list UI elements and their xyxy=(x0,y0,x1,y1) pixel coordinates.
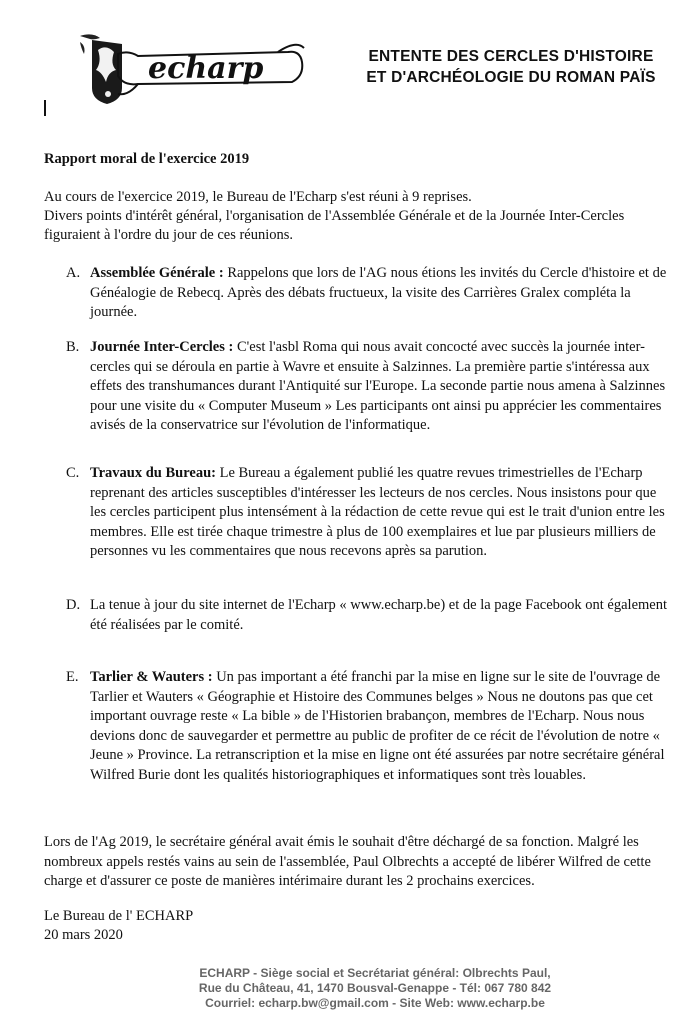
list-item-text: C'est l'asbl Roma qui nous avait concocté avec succès la journée inter-cercles qui se déroula en partie à Wavre et ensuite à Salzinnes. La première partie s'intéressa aux effets des transhumances durant l'Antiquité sur l'Europe. La seconde partie nous amena à Salzinnes pour une visite du « Computer Museum » Les participants ont ainsi pu apprécier les commentaires avisés de la conservatrice sur l'évolution de l'informatique. xyxy=(90,339,666,433)
signature-line: Le Bureau de l' ECHARP xyxy=(44,908,194,924)
intro-paragraph xyxy=(44,188,664,245)
list-item-body xyxy=(90,338,674,436)
list-item-text: La tenue à jour du site internet de l'Echarp « www.echarp.be) et de la page Facebook ont également été réalisées par le comité. xyxy=(90,597,668,633)
report-title: Rapport moral de l'exercice 2019 xyxy=(44,151,250,167)
list-item-b xyxy=(66,338,674,436)
organization-name xyxy=(346,46,676,88)
list-item-body xyxy=(90,264,674,323)
footer-line-1: ECHARP - Siège social et Secrétariat général: Olbrechts Paul, xyxy=(199,966,551,980)
list-item-body xyxy=(90,596,674,635)
footer-line-2: Rue du Château, 41, 1470 Bousval-Genappe - Tél: 067 780 842 xyxy=(198,981,552,995)
list-item-letter: A. xyxy=(66,265,81,281)
list-item-text: Rappelons que lors de l'AG nous étions les invités du Cercle d'histoire et de Généalogie de Rebecq. Après des débats fructueux, la visite des Carrières Gralex compléta la journée. xyxy=(90,265,667,320)
list-item-heading: Journée Inter-Cercles : xyxy=(90,339,234,355)
list-item-heading: Tarlier & Wauters : xyxy=(90,669,213,685)
intro-line-2: Divers points d'intérêt général, l'organisation de l'Assemblée Générale et de la Journée Inter-Cercles figuraient à l'ordre du jour de ces réunions. xyxy=(44,208,625,243)
list-item-text: Le Bureau a également publié les quatre revues trimestrielles de l'Echarp reprenant des articles susceptibles d'intéresser les lecteurs de nos cercles. Nous insistons pour que les cercles participent plus intensément à la rédaction de cette revue qui est le trait d'union entre les membres. Elle est tirée chaque trimestre à plus de 100 exemplaires et lue par plusieurs milliers de personnes vu les commentaires que nous recevons après sa parution. xyxy=(90,465,665,559)
list-item-body xyxy=(90,668,674,785)
list-item-heading: Travaux du Bureau: xyxy=(90,465,216,481)
closing-paragraph: Lors de l'Ag 2019, le secrétaire général avait émis le souhait d'être déchargé de sa fonction. Malgré les nombreux appels restés vains au sein de l'assemblée, Paul Olbrechts a accepté de libérer Wilfred de cette charge et d'assurer ce poste de manières intérimaire durant les 2 prochains exercices. xyxy=(44,834,651,889)
signature-date: 20 mars 2020 xyxy=(44,927,123,943)
page-footer xyxy=(140,966,610,1011)
list-item-letter: D. xyxy=(66,597,81,613)
signature-block xyxy=(44,907,193,945)
list-item-letter: C. xyxy=(66,465,80,481)
list-item-letter: B. xyxy=(66,339,80,355)
footer-line-3: Courriel: echarp.bw@gmail.com - Site Web: www.echarp.be xyxy=(205,996,545,1010)
organization-name-line2: ET D'ARCHÉOLOGIE DU ROMAN PAÏS xyxy=(366,69,656,86)
echarp-logo xyxy=(78,30,308,108)
list-item-e xyxy=(66,668,674,785)
logo-graphic xyxy=(78,30,308,108)
list-item-a xyxy=(66,264,674,323)
logo-wordmark: echarp xyxy=(148,51,264,86)
list-item-letter: E. xyxy=(66,669,79,685)
list-item-c xyxy=(66,464,674,562)
intro-line-1: Au cours de l'exercice 2019, le Bureau de l'Echarp s'est réuni à 9 reprises. xyxy=(44,189,472,205)
list-item-text: Un pas important a été franchi par la mise en ligne sur le site de l'ouvrage de Tarlier et Wauters « Géographie et Histoire des Communes belges » Nous ne doutons pas que cet important ouvrage reste « La bible » de l'Historien brabançon, membres de l'Echarp. Nous nous devions donc de sauvegarder et permettre au public de profiter de ce récit de l'évolution de notre « Jeune » Province. La retranscription et la mise en ligne ont été assurées par notre secrétaire général Wilfred Burie dont les qualités historiographiques et informatiques sont très louables. xyxy=(90,669,665,783)
text-cursor-mark xyxy=(44,100,46,116)
list-item-d xyxy=(66,596,674,635)
organization-name-line1: ENTENTE DES CERCLES D'HISTOIRE xyxy=(368,48,654,65)
list-item-heading: Assemblée Générale : xyxy=(90,265,224,281)
list-item-body xyxy=(90,464,674,562)
